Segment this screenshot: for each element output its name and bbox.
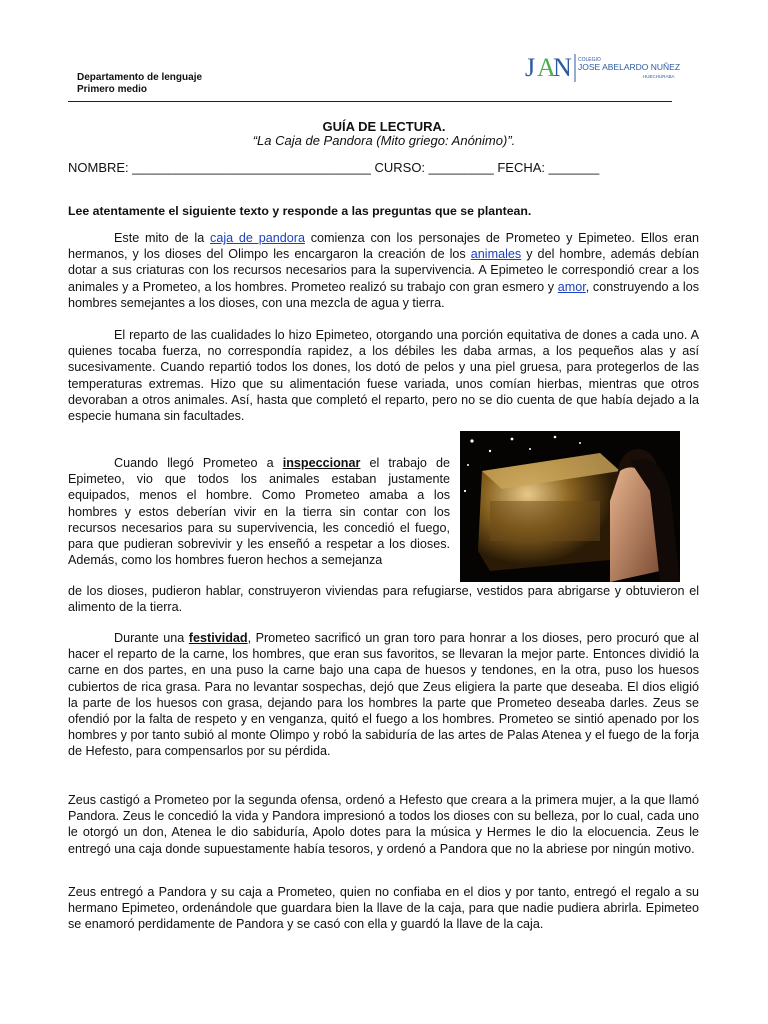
link-animales[interactable]: animales [470, 247, 522, 262]
svg-text:N: N [553, 53, 572, 82]
link-amor[interactable]: amor [557, 279, 586, 294]
paragraph-1: Este mito de la caja de pandora comienza con los personajes de Prometeo y Epimeteo. Ellos eran hermanos, y los dioses del Olimpo les encargaron la creación de los animales y del hombre, además debían dotar a sus criaturas con los recursos necesarios para la supervivencia. A Epimeteo le correspondió crear a los animales y a Prometeo, a los hombres. Prometeo realizó su trabajo con gran esmero y amor, construyendo a los hombres semejantes a los dioses, con una mezcla de agua y tierra. [68, 231, 700, 310]
paragraph-5-text: Zeus castigó a Prometeo por la segunda ofensa, ordenó a Hefesto que creara a la primera mujer, a la que llamó Pandora. Zeus le concedió la vida y Pandora impresionó a todos los dioses con su belleza, por lo cual, cada uno le otorgó un don, Atenea le dio sabiduría, Apolo dotes para la música y Hermes le dio la elocuencia. Zeus le entregó una caja donde supuestamente había tesoros, y ordenó a Pandora que no la abriese por ningún motivo. [68, 793, 699, 856]
bold-festividad: festividad [188, 631, 248, 645]
paragraph-2-text: El reparto de las cualidades lo hizo Epimeteo, otorgando una porción equitativa de dones a cada uno. A quienes tocaba fuerza, no correspondía rapidez, a los débiles les daba armas, a los pequeños alas y así sucesivamente. Cuando repartió todos los dones, los dotó de pelos y una piel gruesa, para protegerlos de las temperaturas extremas. Hizo que su alimentación fuese variada, unos comían hierbas, mientras que otros devoraban a otros animales. Así, hasta que completó el reparto, pero no se dio cuenta de que había dejado a la especie humana sin facultades. [68, 328, 699, 424]
instruction: Lee atentamente el siguiente texto y responde a las preguntas que se plantean. [68, 204, 532, 218]
page-subtitle: “La Caja de Pandora (Mito griego: Anónimo)”. [252, 133, 516, 148]
pandora-box-image [460, 431, 680, 582]
logo-line2: JOSE ABELARDO NUÑEZ [578, 62, 681, 72]
link-caja-de-pandora[interactable]: caja de pandora [210, 231, 305, 245]
bold-inspeccionar: inspeccionar [282, 456, 361, 470]
page-title: GUÍA DE LECTURA. [322, 119, 446, 134]
logo-mark: J [525, 53, 536, 82]
paragraph-6 [68, 884, 699, 933]
paragraph-3-wrapped: Cuando llegó Prometeo a inspeccionar el trabajo de Epimeteo, vio que todos los animales estaban justamente equipados, menos el hombre. Como Prometeo amaba a los hombres y estos deberían vivir en la tierra sin contar con los recursos necesarios para su supervivencia, les concedió el fuego, para que pudieran sobrevivir y les enseñó a respetar a los dioses. Además, como los hombres fueron hechos a semejanza [68, 456, 450, 568]
paragraph-3-continued: de los dioses, pudieron hablar, construyeron viviendas para refugiarse, vestidos para abrigarse y obtuvieron el alimento de la tierra. [68, 584, 699, 615]
paragraph-4: Durante una festividad, Prometeo sacrificó un gran toro para honrar a los dioses, pero procuró que al hacer el reparto de la carne, los hombres, que eran sus favoritos, se llevaran la mejor parte. Entonces dividió la carne en dos partes, en una puso la carne bajo una capa de huesos y tendones, en la otra, puso los huesos cubiertos de rica grasa. Para no levantar sospechas, dejó que Zeus eligiera la parte que deseaba. El dios eligió la parte de los huesos con grasa, dejando para los hombres la parte que Prometeo deseaba darles. Zeus se ofendió por la falta de respeto y en venganza, quitó el fuego a los hombres. Prometeo se sintió apenado por los hombres y por tanto subió al monte Olimpo y robó la sabiduría de las artes de Palas Atenea y el fuego de la forja de Hefesto, para compensarlos por su pérdida. [68, 631, 699, 759]
svg-text:A: A [537, 53, 556, 82]
header-divider [68, 101, 672, 102]
paragraph-2 [68, 327, 699, 424]
paragraph-6-text: Zeus entregó a Pandora y su caja a Prometeo, quien no confiaba en el dios y por tanto, entregó el regalo a su hermano Epimeteo, ordenándole que guardara bien la llave de la caja, para que nadie pudiera abrirla. Epimeteo se enamoró perdidamente de Pandora y se casó con ella y guardó la llave de la caja. [68, 885, 699, 932]
course-label: Primero medio [77, 84, 148, 95]
school-logo [525, 50, 690, 86]
logo-line3: HUECHURABA [643, 74, 675, 79]
logo-line1: COLEGIO [578, 57, 601, 63]
department-label: Departamento de lenguaje [77, 72, 203, 83]
paragraph-5 [68, 792, 699, 857]
student-form-line: NOMBRE: _________________________________ CURSO: _________ FECHA: _______ [68, 160, 600, 175]
header-block [77, 72, 202, 96]
